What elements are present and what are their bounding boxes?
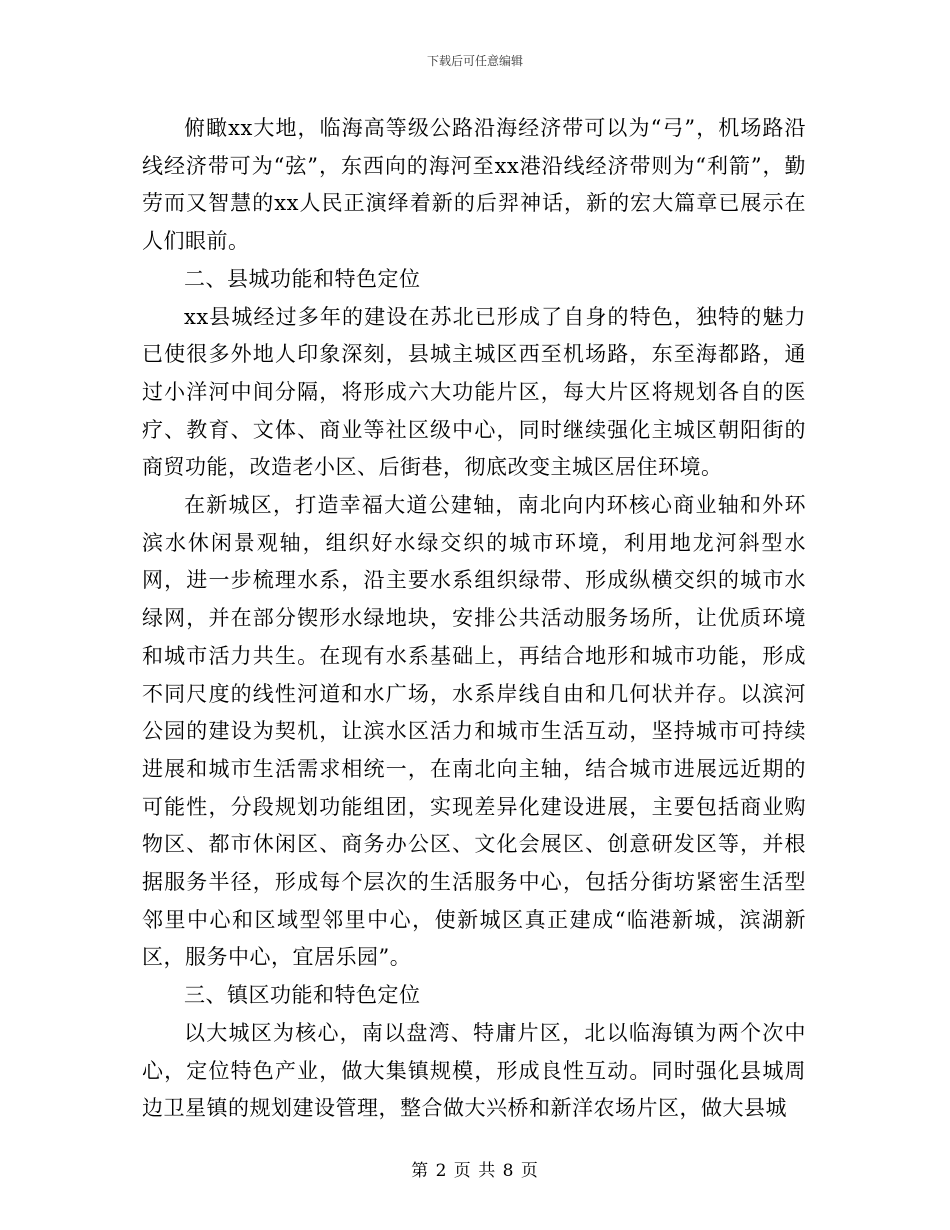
section-heading-town: 三、镇区功能和特色定位 [184, 983, 421, 1008]
paragraph-town: 以大城区为核心，南以盘湾、特庸片区，北以临海镇为两个次中心，定位特色产业，做大集镇规模，形成良性互动。同时强化县城周边卫星镇的规划建设管理，整合做大兴桥和新洋农场片区，做大县城 [142, 1020, 806, 1121]
paragraph-intro: 俯瞰xx大地，临海高等级公路沿海经济带可以为“弓”，机场路沿线经济带可为“弦”，东西向的海河至xx港沿线经济带则为“利箭”，勤劳而又智慧的xx人民正演绎着新的后羿神话，新的宏大篇章已展示在人们眼前。 [142, 116, 806, 254]
paragraph-new-city: 在新城区，打造幸福大道公建轴，南北向内环核心商业轴和外环滨水休闲景观轴，组织好水绿交织的城市环境，利用地龙河斜型水网，进一步梳理水系，沿主要水系组织绿带、形成纵横交织的城市水绿网，并在部分锲形水绿地块，安排公共活动服务场所，让优质环境和城市活力共生。在现有水系基础上，再结合地形和城市功能，形成不同尺度的线性河道和水广场，水系岸线自由和几何状并存。以滨河公园的建设为契机，让滨水区活力和城市生活互动，坚持城市可持续进展和城市生活需求相统一，在南北向主轴，结合城市进展远近期的可能性，分段规划功能组团，实现差异化建设进展，主要包括商业购物区、都市休闲区、商务办公区、文化会展区、创意研发区等，并根据服务半径，形成每个层次的生活服务中心，包括分街坊紧密生活型邻里中心和区域型邻里中心，使新城区真正建成“临港新城，滨湖新区，服务中心，宜居乐园”。 [142, 493, 806, 970]
page-header: 下载后可任意编辑 [426, 54, 523, 68]
section-heading-county: 二、县城功能和特色定位 [184, 266, 421, 291]
document-body [142, 110, 806, 1128]
page-number: 第 2 页 共 8 页 [411, 1161, 539, 1181]
paragraph-county-city: xx县城经过多年的建设在苏北已形成了自身的特色，独特的魅力已使很多外地人印象深刻，县城主城区西至机场路，东至海都路，通过小洋河中间分隔，将形成六大功能片区，每大片区将规划各自的医疗、教育、文体、商业等社区级中心，同时继续强化主城区朝阳街的商贸功能，改造老小区、后街巷，彻底改变主城区居住环境。 [142, 304, 806, 480]
